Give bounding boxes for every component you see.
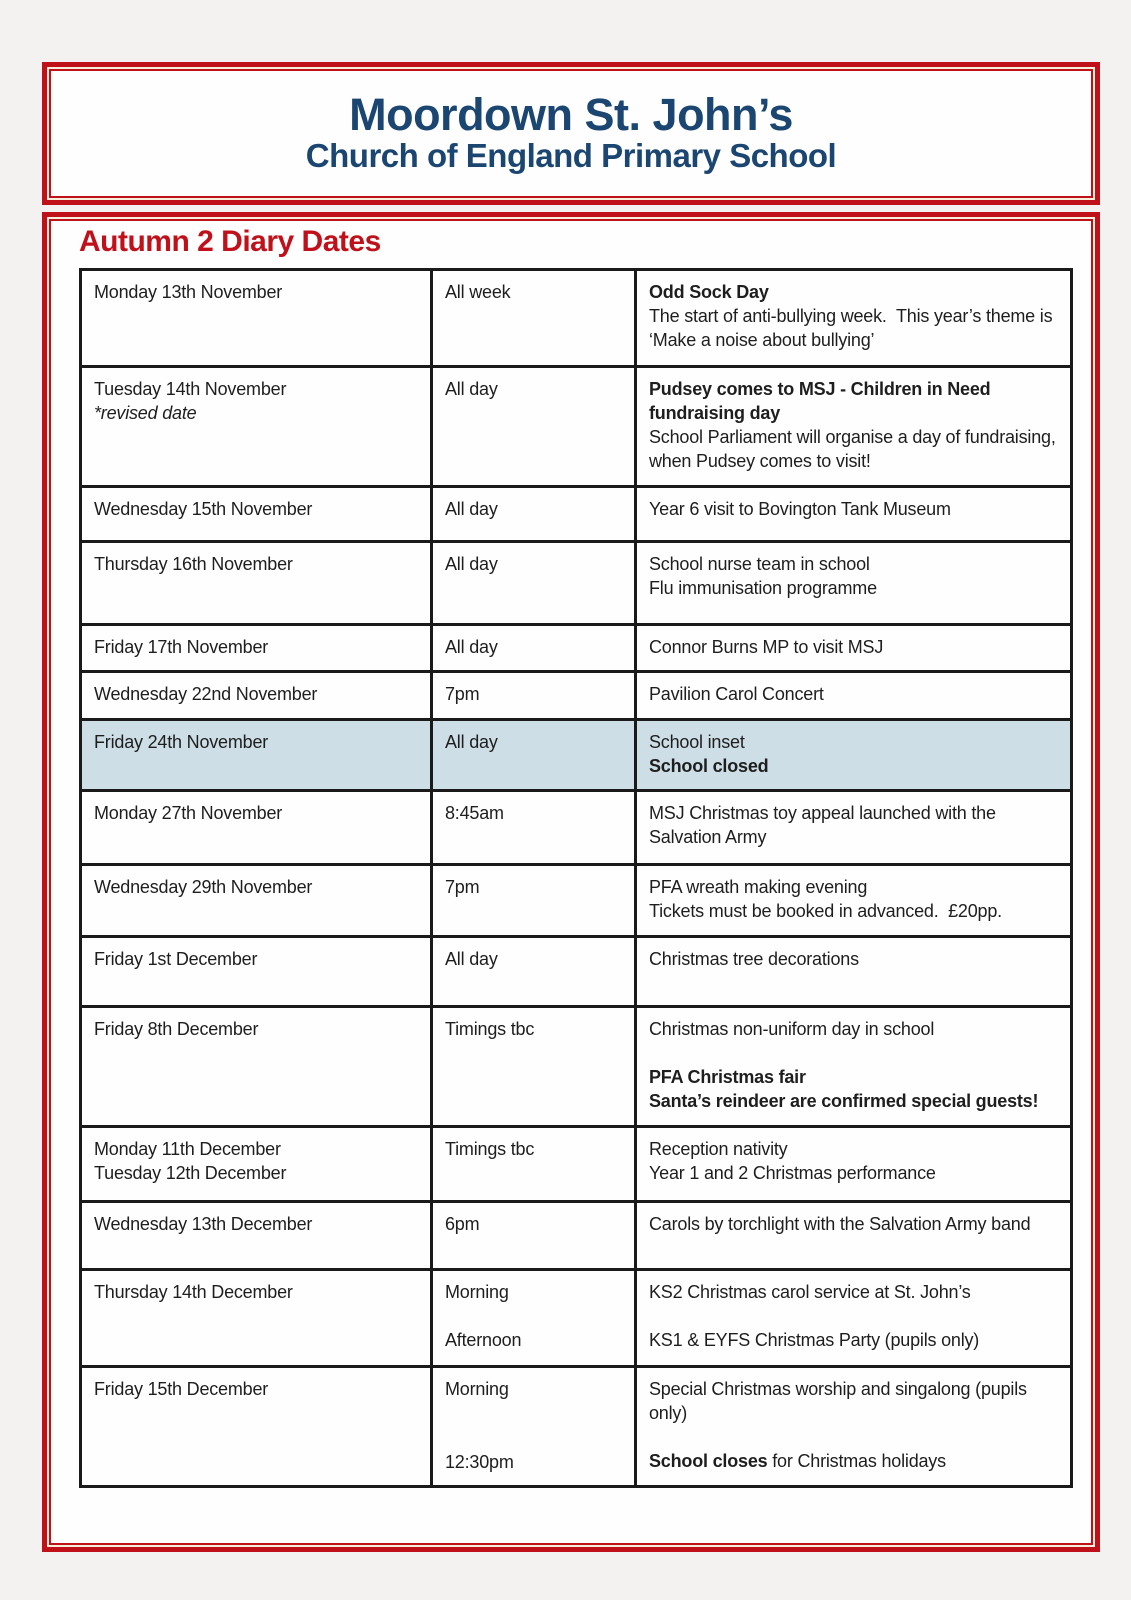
- date-text: Wednesday 29th November: [94, 877, 313, 897]
- desc-text: Tickets must be booked in advanced. £20pp.: [649, 901, 1002, 922]
- time-cell: [432, 865, 636, 937]
- desc-line: [649, 1161, 1062, 1185]
- time-text: Morning: [445, 1379, 509, 1399]
- desc-line: [649, 552, 1062, 576]
- diary-dates-table: [79, 268, 1073, 1488]
- time-text: Timings tbc: [445, 1139, 535, 1159]
- section-title: Autumn 2 Diary Dates: [79, 225, 381, 258]
- date-text: Friday 8th December: [94, 1019, 259, 1039]
- desc-line: [649, 947, 1062, 971]
- desc-cell: [636, 791, 1072, 865]
- date-line: [94, 280, 422, 304]
- desc-text: Year 1 and 2 Christmas performance: [649, 1163, 936, 1184]
- date-line: [94, 1017, 422, 1041]
- desc-line: [649, 377, 1062, 425]
- time-text: 7pm: [445, 877, 480, 897]
- time-line: [445, 1137, 626, 1161]
- date-text: Friday 1st December: [94, 949, 258, 969]
- desc-cell: [636, 937, 1072, 1007]
- desc-cell: [636, 367, 1072, 487]
- desc-cell: [636, 1367, 1072, 1487]
- time-cell: [432, 791, 636, 865]
- date-cell: [81, 1202, 432, 1270]
- desc-text: Pavilion Carol Concert: [649, 684, 824, 704]
- desc-line: [649, 899, 1062, 923]
- date-line: [94, 497, 422, 521]
- date-cell: [81, 1007, 432, 1127]
- desc-line: [649, 1065, 1062, 1089]
- desc-text: Connor Burns MP to visit MSJ: [649, 637, 884, 657]
- diary-content: [49, 219, 1093, 1545]
- table-row: [81, 720, 1072, 791]
- time-text: All day: [445, 499, 498, 519]
- desc-cell: [636, 270, 1072, 367]
- time-text: All day: [445, 379, 498, 399]
- time-line: [445, 280, 626, 304]
- desc-line: [649, 682, 1062, 706]
- date-cell: [81, 270, 432, 367]
- desc-text: School closed: [649, 756, 769, 777]
- desc-line: [649, 1377, 1062, 1425]
- time-text: 6pm: [445, 1214, 480, 1234]
- table-row: [81, 1270, 1072, 1367]
- table-row: [81, 270, 1072, 367]
- desc-line: [649, 1280, 1062, 1304]
- date-cell: [81, 1367, 432, 1487]
- table-row: [81, 865, 1072, 937]
- time-text: 12:30pm: [445, 1452, 514, 1473]
- time-text: All day: [445, 637, 498, 657]
- desc-text: The start of anti-bullying week. This year’s theme is ‘Make a noise about bullying’: [649, 306, 1058, 351]
- time-cell: [432, 487, 636, 542]
- time-cell: [432, 937, 636, 1007]
- desc-line: [649, 425, 1062, 473]
- desc-line: [649, 1017, 1062, 1041]
- time-line: [445, 1017, 626, 1041]
- desc-line: [649, 730, 1062, 754]
- time-text: Timings tbc: [445, 1019, 535, 1039]
- desc-cell: [636, 1007, 1072, 1127]
- date-line: [94, 875, 422, 899]
- date-text: Monday 11th December: [94, 1139, 281, 1159]
- desc-cell: [636, 1202, 1072, 1270]
- date-line: [94, 1280, 422, 1304]
- time-line: [445, 1450, 626, 1474]
- date-text: Wednesday 13th December: [94, 1214, 313, 1234]
- desc-line: [649, 875, 1062, 899]
- time-line: [445, 801, 626, 825]
- date-line: [94, 1377, 422, 1401]
- date-text: Tuesday 14th November: [94, 379, 287, 399]
- table-row: [81, 791, 1072, 865]
- time-line: [445, 552, 626, 576]
- time-cell: [432, 1202, 636, 1270]
- date-text: *revised date: [94, 403, 197, 424]
- table-row: [81, 625, 1072, 672]
- desc-text: KS2 Christmas carol service at St. John’s: [649, 1282, 971, 1302]
- desc-line: [649, 635, 1062, 659]
- date-cell: [81, 791, 432, 865]
- date-text: Friday 24th November: [94, 732, 269, 752]
- time-text: All day: [445, 949, 498, 969]
- desc-line: [649, 497, 1062, 521]
- date-line: [94, 635, 422, 659]
- desc-text: School nurse team in school: [649, 554, 870, 574]
- date-line: [94, 1161, 422, 1185]
- desc-text: Year 6 visit to Bovington Tank Museum: [649, 499, 951, 519]
- date-line: [94, 1212, 422, 1236]
- desc-text: Odd Sock Day: [649, 282, 769, 302]
- table-row: [81, 1127, 1072, 1202]
- date-cell: [81, 1270, 432, 1367]
- date-line: [94, 1137, 422, 1161]
- date-text: Tuesday 12th December: [94, 1163, 287, 1184]
- desc-cell: [636, 720, 1072, 791]
- time-line: [445, 730, 626, 754]
- time-line: [445, 1377, 626, 1401]
- date-line: [94, 377, 422, 401]
- desc-text: MSJ Christmas toy appeal launched with the Salvation Army: [649, 803, 1001, 848]
- desc-cell: [636, 672, 1072, 720]
- time-text: Afternoon: [445, 1330, 522, 1351]
- diary-frame: [42, 212, 1100, 1552]
- desc-cell: [636, 542, 1072, 625]
- desc-line: [649, 801, 1062, 849]
- desc-text: Christmas tree decorations: [649, 949, 859, 969]
- time-line: [445, 1280, 626, 1304]
- desc-line: [649, 1089, 1062, 1113]
- table-row: [81, 672, 1072, 720]
- time-cell: [432, 367, 636, 487]
- time-text: 8:45am: [445, 803, 504, 823]
- time-text: All day: [445, 732, 498, 752]
- date-line: [94, 401, 422, 425]
- desc-cell: [636, 865, 1072, 937]
- diary-table-body: [81, 270, 1072, 1487]
- date-text: Monday 13th November: [94, 282, 283, 302]
- desc-cell: [636, 487, 1072, 542]
- date-line: [94, 730, 422, 754]
- desc-line: [649, 1449, 1062, 1473]
- time-text: All week: [445, 282, 511, 302]
- date-cell: [81, 542, 432, 625]
- desc-cell: [636, 1127, 1072, 1202]
- date-text: Thursday 16th November: [94, 554, 293, 574]
- desc-line: [649, 304, 1062, 352]
- time-line: [445, 947, 626, 971]
- desc-line: [649, 280, 1062, 304]
- date-cell: [81, 937, 432, 1007]
- desc-text: Reception nativity: [649, 1139, 788, 1159]
- date-text: Thursday 14th December: [94, 1282, 293, 1302]
- time-line: [445, 377, 626, 401]
- time-cell: [432, 1127, 636, 1202]
- desc-text: School closes: [649, 1451, 768, 1472]
- desc-line: [649, 1212, 1062, 1236]
- time-line: [445, 875, 626, 899]
- time-text: 7pm: [445, 684, 480, 704]
- desc-line: [649, 754, 1062, 778]
- date-text: Friday 15th December: [94, 1379, 269, 1399]
- school-header-frame: [42, 62, 1100, 205]
- table-row: [81, 1007, 1072, 1127]
- time-line: [445, 635, 626, 659]
- time-cell: [432, 720, 636, 791]
- desc-line: [649, 1328, 1062, 1352]
- date-cell: [81, 720, 432, 791]
- date-line: [94, 552, 422, 576]
- time-cell: [432, 625, 636, 672]
- date-cell: [81, 672, 432, 720]
- date-text: Monday 27th November: [94, 803, 283, 823]
- date-cell: [81, 625, 432, 672]
- desc-text: for Christmas holidays: [767, 1451, 946, 1472]
- table-row: [81, 1367, 1072, 1487]
- date-line: [94, 682, 422, 706]
- date-line: [94, 947, 422, 971]
- desc-text: Carols by torchlight with the Salvation Army band: [649, 1214, 1031, 1234]
- date-text: Friday 17th November: [94, 637, 269, 657]
- desc-text: School Parliament will organise a day of fundraising, when Pudsey comes to visit!: [649, 427, 1061, 472]
- desc-text: PFA Christmas fair: [649, 1067, 806, 1088]
- table-row: [81, 937, 1072, 1007]
- time-cell: [432, 1270, 636, 1367]
- school-name-subtitle: Church of England Primary School: [305, 137, 837, 175]
- table-row: [81, 1202, 1072, 1270]
- date-cell: [81, 487, 432, 542]
- school-header: [49, 69, 1093, 198]
- time-text: Morning: [445, 1282, 509, 1302]
- time-line: [445, 1212, 626, 1236]
- desc-line: [649, 1137, 1062, 1161]
- table-row: [81, 487, 1072, 542]
- time-cell: [432, 542, 636, 625]
- time-cell: [432, 1007, 636, 1127]
- desc-text: School inset: [649, 732, 745, 752]
- date-text: Wednesday 15th November: [94, 499, 313, 519]
- date-text: Wednesday 22nd November: [94, 684, 318, 704]
- date-cell: [81, 367, 432, 487]
- table-row: [81, 542, 1072, 625]
- date-line: [94, 801, 422, 825]
- table-row: [81, 367, 1072, 487]
- school-name-title: Moordown St. John’s: [349, 89, 793, 141]
- desc-text: Special Christmas worship and singalong (pupils only): [649, 1379, 1032, 1424]
- time-line: [445, 682, 626, 706]
- desc-text: KS1 & EYFS Christmas Party (pupils only): [649, 1330, 980, 1351]
- time-line: [445, 497, 626, 521]
- time-cell: [432, 270, 636, 367]
- desc-line: [649, 576, 1062, 600]
- time-cell: [432, 1367, 636, 1487]
- time-text: All day: [445, 554, 498, 574]
- desc-text: Christmas non-uniform day in school: [649, 1019, 935, 1039]
- desc-cell: [636, 1270, 1072, 1367]
- desc-text: PFA wreath making evening: [649, 877, 868, 897]
- desc-text: Pudsey comes to MSJ - Children in Need fundraising day: [649, 379, 996, 424]
- date-cell: [81, 865, 432, 937]
- desc-text: Santa’s reindeer are confirmed special guests!: [649, 1091, 1039, 1112]
- desc-text: Flu immunisation programme: [649, 578, 877, 599]
- date-cell: [81, 1127, 432, 1202]
- time-cell: [432, 672, 636, 720]
- desc-cell: [636, 625, 1072, 672]
- time-line: [445, 1328, 626, 1352]
